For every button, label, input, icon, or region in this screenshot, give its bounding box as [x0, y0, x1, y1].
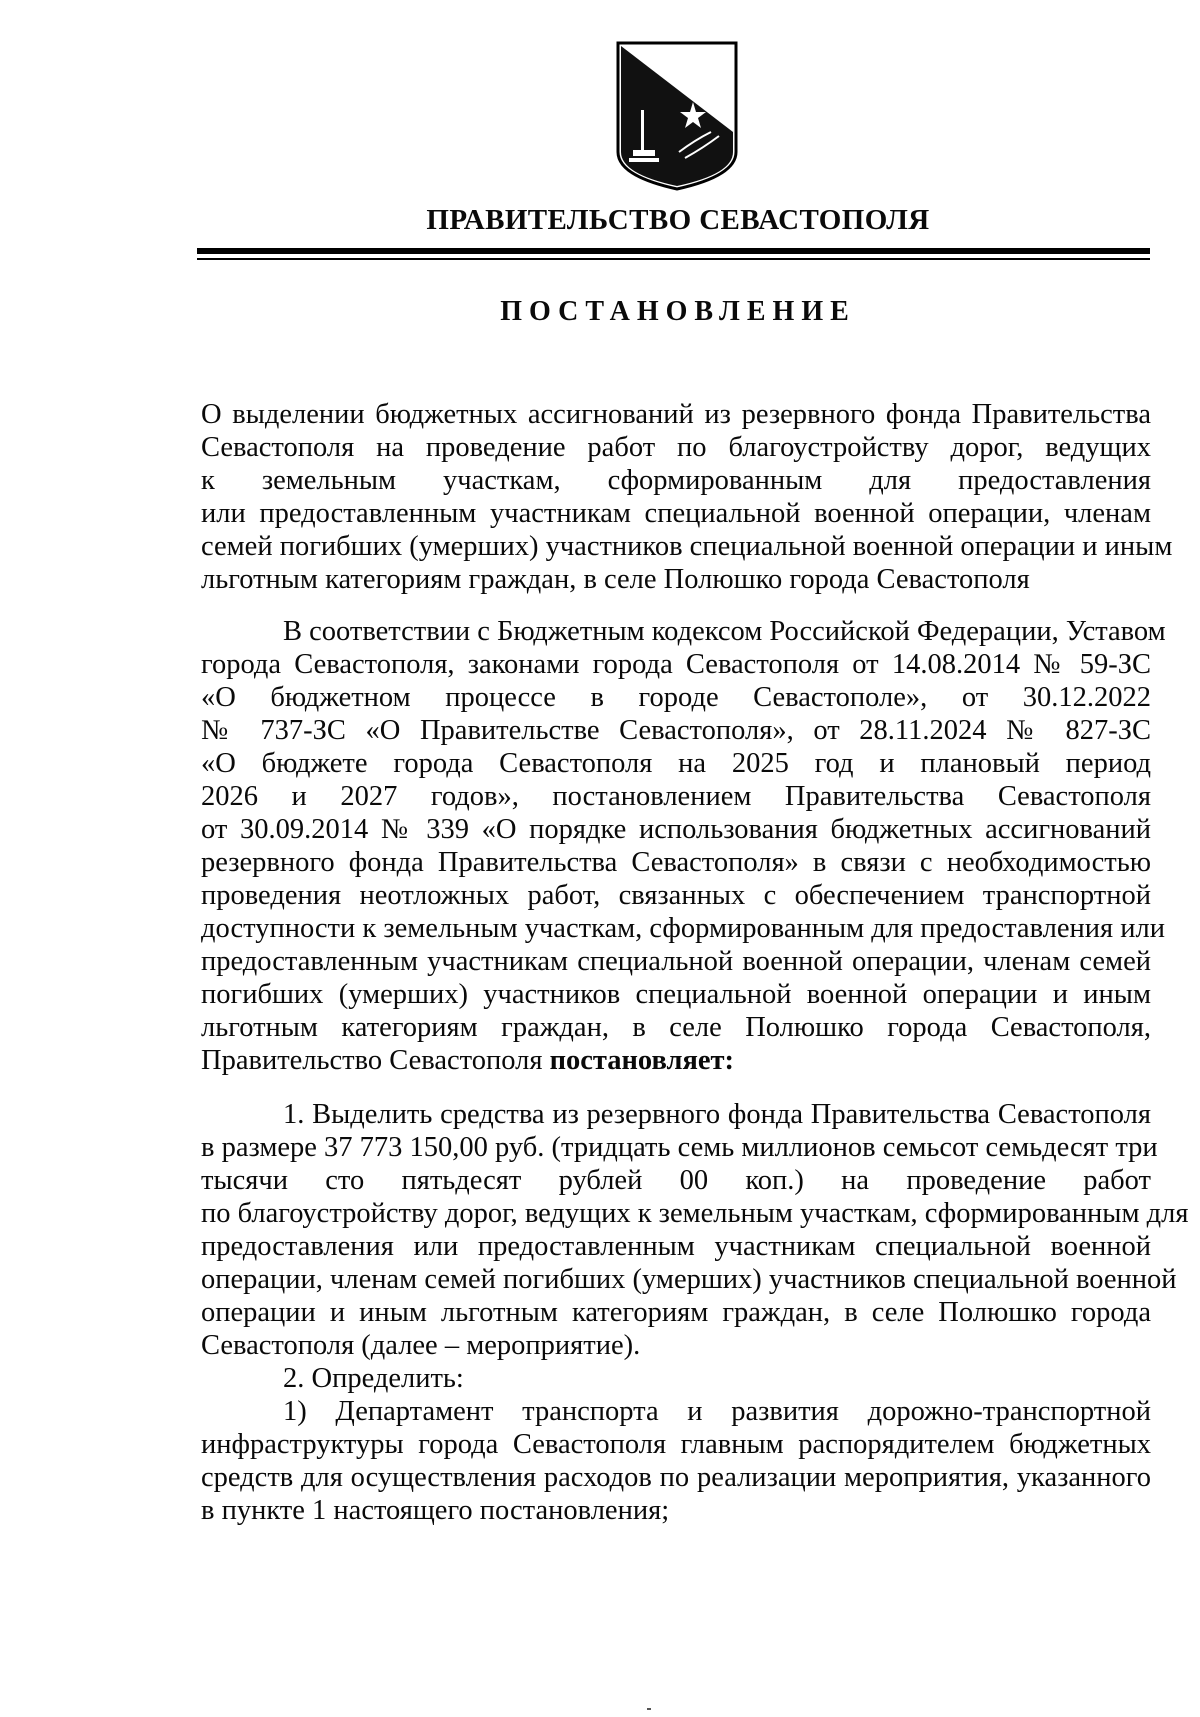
- preamble-final-line: [201, 1044, 1151, 1077]
- title-line: Севастополя на проведение работ по благоустройству дорог, ведущих: [201, 432, 1151, 463]
- preamble-line: доступности к земельным участкам, сформированным для предоставления или: [201, 913, 1165, 944]
- item-2-1-line: инфраструктуры города Севастополя главным распорядителем бюджетных: [201, 1429, 1151, 1460]
- preamble-line: от 30.09.2014 № 339 «О порядке использования бюджетных ассигнований: [201, 814, 1151, 845]
- preamble-line: № 737-ЗС «О Правительстве Севастополя», от 28.11.2024 № 827-ЗС: [201, 715, 1151, 746]
- header-rule-thin: [197, 258, 1150, 260]
- item-2-1-line: в пункте 1 настоящего постановления;: [201, 1495, 670, 1526]
- title-line: льготным категориям граждан, в селе Полюшко города Севастополя: [201, 564, 1030, 595]
- preamble-line: погибших (умерших) участников специальной военной операции и иным: [201, 979, 1151, 1010]
- organization-name: ПРАВИТЕЛЬСТВО СЕВАСТОПОЛЯ: [426, 204, 930, 236]
- preamble-line: «О бюджетном процессе в городе Севастополе», от 30.12.2022: [201, 682, 1151, 713]
- item-2-1-line: средств для осуществления расходов по реализации мероприятия, указанного: [201, 1462, 1151, 1493]
- preamble-line: города Севастополя, законами города Севастополя от 14.08.2014 № 59-ЗС: [201, 649, 1151, 680]
- preamble-line: 2026 и 2027 годов», постановлением Правительства Севастополя: [201, 781, 1151, 812]
- item-1-line: операции и иным льготным категориям граждан, в селе Полюшко города: [201, 1297, 1151, 1328]
- item-2-1-line: 1) Департамент транспорта и развития дорожно-транспортной: [283, 1396, 1151, 1427]
- resolves-keyword: постановляет:: [549, 1045, 735, 1076]
- title-line: или предоставленным участникам специальной военной операции, членам: [201, 498, 1151, 529]
- preamble-line: проведения неотложных работ, связанных с обеспечением транспортной: [201, 880, 1151, 911]
- item-1-line: Севастополя (далее – мероприятие).: [201, 1330, 641, 1361]
- document-type: ПОСТАНОВЛЕНИЕ: [500, 296, 856, 327]
- header-rule-thick: [197, 248, 1150, 254]
- preamble-line: резервного фонда Правительства Севастополя» в связи с необходимостью: [201, 847, 1151, 878]
- preamble-line: льготным категориям граждан, в селе Полюшко города Севастополя,: [201, 1012, 1151, 1043]
- title-line: О выделении бюджетных ассигнований из резервного фонда Правительства: [201, 399, 1151, 430]
- item-1-line: 1. Выделить средства из резервного фонда Правительства Севастополя: [283, 1099, 1151, 1130]
- coat-of-arms-emblem: [615, 40, 739, 192]
- title-line: семей погибших (умерших) участников специальной военной операции и иным: [201, 531, 1173, 562]
- item-1-line: тысячи сто пятьдесят рублей 00 коп.) на проведение работ: [201, 1165, 1151, 1196]
- preamble-line: «О бюджете города Севастополя на 2025 год и плановый период: [201, 748, 1151, 779]
- preamble-line: предоставленным участникам специальной военной операции, членам семей: [201, 946, 1151, 977]
- item-1-line: операции, членам семей погибших (умерших) участников специальной военной: [201, 1264, 1177, 1295]
- item-1-line: предоставления или предоставленным участникам специальной военной: [201, 1231, 1151, 1262]
- title-line: к земельным участкам, сформированным для предоставления: [201, 465, 1151, 496]
- preamble-final-text: Правительство Севастополя: [201, 1045, 543, 1076]
- scan-mark: [647, 1708, 651, 1710]
- item-2-heading: 2. Определить:: [283, 1363, 464, 1394]
- preamble-line: В соответствии с Бюджетным кодексом Российской Федерации, Уставом: [283, 616, 1166, 647]
- item-1-line: по благоустройству дорог, ведущих к земельным участкам, сформированным для: [201, 1198, 1189, 1229]
- item-1-line: в размере 37 773 150,00 руб. (тридцать семь миллионов семьсот семьдесят три: [201, 1132, 1158, 1163]
